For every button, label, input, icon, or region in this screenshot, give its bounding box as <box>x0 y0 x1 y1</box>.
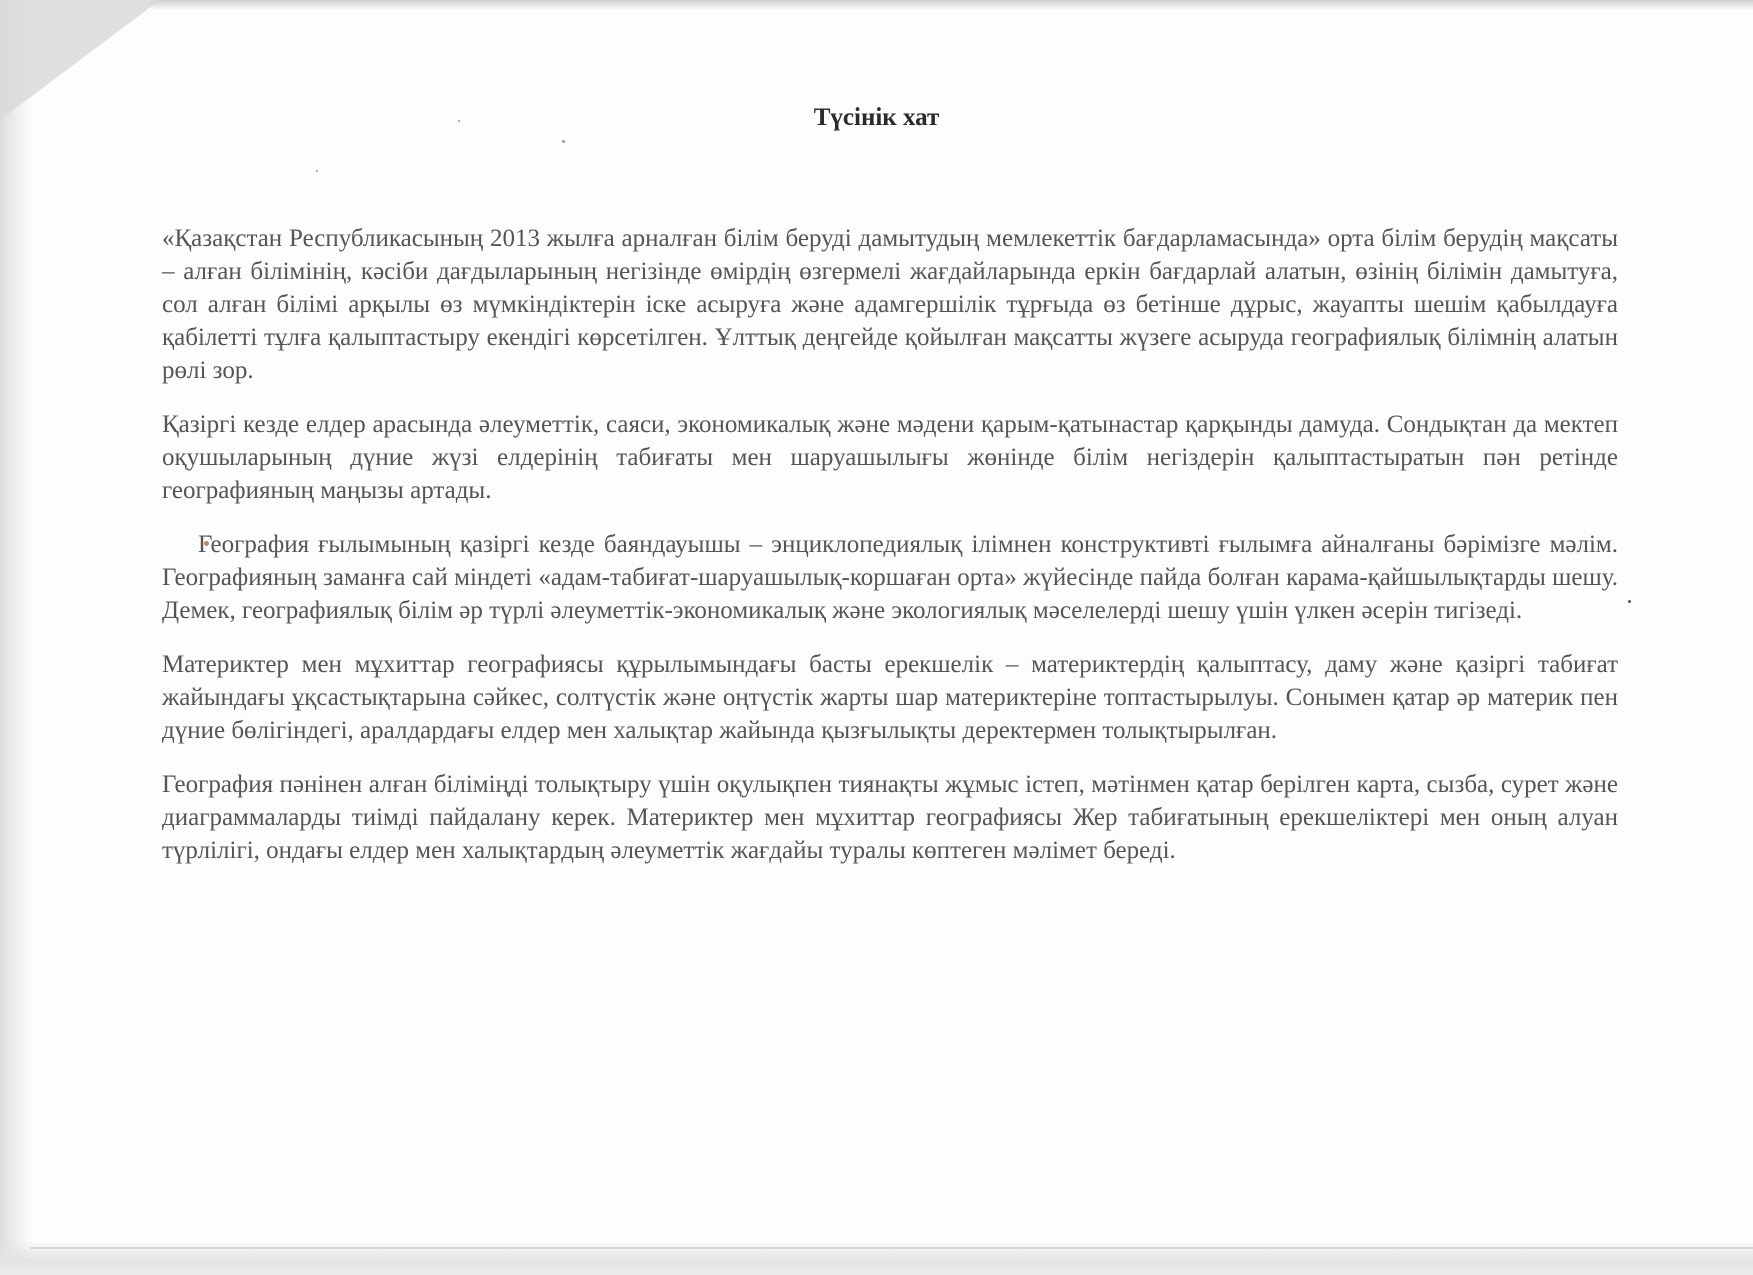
paragraph: Материктер мен мұхиттар географиясы құрылымындағы басты ерекшелік – материктердің қалыптасу, даму және қазіргі табиғат жайындағы ұқсастықтарына сәйкес, солтүстік және оңтүстік жарты шар материктеріне топтастырылуы. Сонымен қатар әр материк пен дүние бөлігіндегі, аралдардағы елдер мен халықтар жайында қызғылықты деректермен толықтырылған. <box>162 651 1618 744</box>
scan-left-shadow <box>0 0 32 1275</box>
paragraph: География ғылымының қазіргі кезде баяндауышы – энциклопедиялық ілімнен конструктивті ғылымға айналғаны бәрімізге мәлім. Географияның заманға сай міндеті «адам-табиғат-шаруашылық-коршаған орта» жүйесінде пайда болған карама-қайшылықтарды шешу. Демек, географиялық білім әр түрлі әлеуметтік-экономикалық және экологиялық мәселелерді шешу үшін үлкен әсерін тигізеді. <box>162 531 1618 624</box>
scan-folded-corner <box>0 0 160 120</box>
scan-speck <box>562 140 565 143</box>
paragraph: Қазіргі кезде елдер арасында әлеуметтік, саяси, экономикалық және мәдени қарым-қатынастар қарқынды дамуда. Сондықтан да мектеп оқушыларының дүние жүзі елдерінің табиғаты мен шаруашылығы жөнінде білім негіздерін қалыптастыратын пән ретінде географияның маңызы артады. <box>162 411 1618 504</box>
scan-bottom-line <box>30 1247 1753 1249</box>
scan-speck <box>1628 600 1631 603</box>
paragraph: «Қазақстан Республикасының 2013 жылға арналған білім беруді дамытудың мемлекеттік бағдарламасында» орта білім берудің мақсаты – алған білімінің, кәсіби дағдыларының негізінде өмірдің өзгермелі жағдайларында еркін бағдарлай алатын, өзінің білімін дамытуға, сол алған білімі арқылы өз мүмкіндіктерін іске асыруға және адамгершілік тұрғыда өз бетінше дұрыс, жауапты шешім қабылдауға қабілетті тұлға қалыптастыру екендігі көрсетілген. Ұлттық деңгейде қойылған мақсатты жүзеге асыруда географиялық білімнің алатын рөлі зор. <box>162 225 1618 384</box>
paragraph: География пәнінен алған біліміңді толықтыру үшін оқулықпен тиянақты жұмыс істеп, мәтінмен қатар берілген карта, сызба, сурет және диаграммаларды тиімді пайдалану керек. Материктер мен мұхиттар географиясы Жер табиғатының ерекшеліктері мен оның алуан түрлілігі, ондағы елдер мен халықтардың әлеуметтік жағдайы туралы көптеген мәлімет береді. <box>162 771 1618 864</box>
scan-top-shadow <box>150 0 1753 10</box>
page-title: Түсінік хат <box>813 104 940 131</box>
scan-speck <box>316 170 318 172</box>
document-body <box>162 222 1618 888</box>
scan-bottom-shadow <box>0 1240 1753 1275</box>
